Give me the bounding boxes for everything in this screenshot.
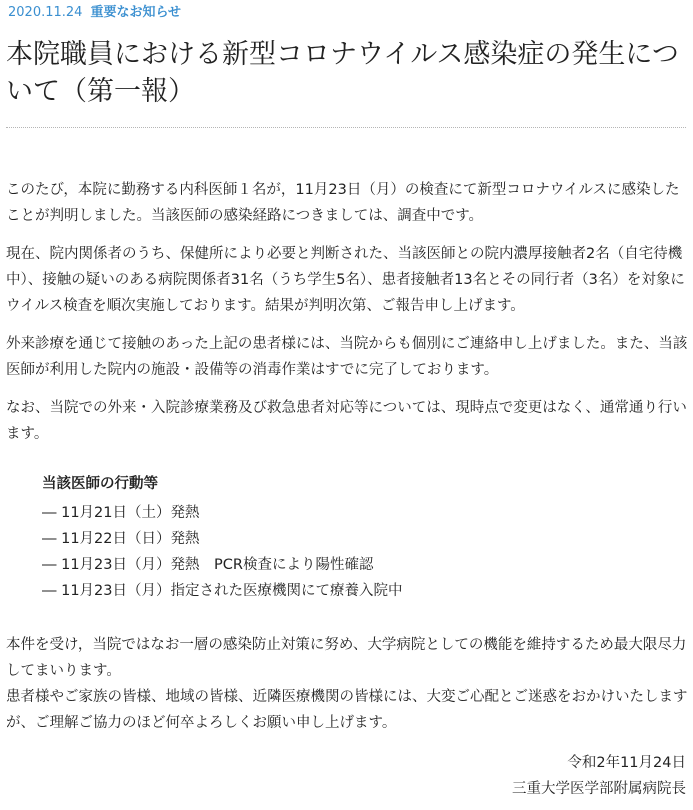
closing-paragraph: 患者様やご家族の皆様、地域の皆様、近隣医療機関の皆様には、大変ご心配とご迷惑をおかけいたしますが、ご理解ご協力のほど何卒よろしくお願い申し上げます。 <box>6 689 688 731</box>
body-paragraph: このたび，本院に勤務する内科医師１名が，11月23日（月）の検査にて新型コロナウイルスに感染したことが判明しました。当該医師の感染経路につきましては、調査中です。 <box>6 182 680 224</box>
title-divider <box>6 127 686 128</box>
signature-date: 令和2年11月24日 <box>567 755 686 771</box>
post-date: 2020.11.24 <box>8 5 83 20</box>
actions-heading: 当該医師の行動等 <box>42 476 158 492</box>
body-paragraph: 外来診療を通じて接触のあった上記の患者様には、当院からも個別にご連絡申し上げました。また、当該医師が利用した院内の施設・設備等の消毒作業はすでに完了しております。 <box>6 336 688 378</box>
action-item: ― 11月23日（月）指定された医療機関にて療養入院中 <box>42 583 403 599</box>
article-body <box>6 177 690 802</box>
post-category-link[interactable]: 重要なお知らせ <box>90 5 182 20</box>
closing-paragraph: 本件を受け，当院ではなお一層の感染防止対策に努め、大学病院としての機能を維持するため最大限尽力してまいります。 <box>6 637 687 679</box>
signature-block <box>6 750 690 802</box>
body-paragraph: なお、当院での外来・入院診療業務及び救急患者対応等については、現時点で変更はなく、通常通り行います。 <box>6 400 687 442</box>
action-item: ― 11月22日（日）発熱 <box>42 531 200 547</box>
actions-section <box>42 471 690 604</box>
signature-name: 三重大学医学部附属病院長 <box>512 781 686 797</box>
action-item: ― 11月23日（月）発熱 PCR検査により陽性確認 <box>42 557 374 573</box>
post-meta <box>8 4 181 22</box>
body-paragraph: 現在、院内関係者のうち、保健所により必要と判断された、当該医師との院内濃厚接触者2名（自宅待機中）、接触の疑いのある病院関係者31名（うち学生5名）、患者接触者13名とその同行者（3名）を対象にウイルス検査を順次実施しております。結果が判明次第、ご報告申し上げます。 <box>6 246 685 314</box>
page-title: 本院職員における新型コロナウイルス感染症の発生について（第一報） <box>6 39 679 107</box>
closing-section <box>6 632 690 736</box>
action-item: ― 11月21日（土）発熱 <box>42 505 200 521</box>
actions-list <box>42 500 690 604</box>
